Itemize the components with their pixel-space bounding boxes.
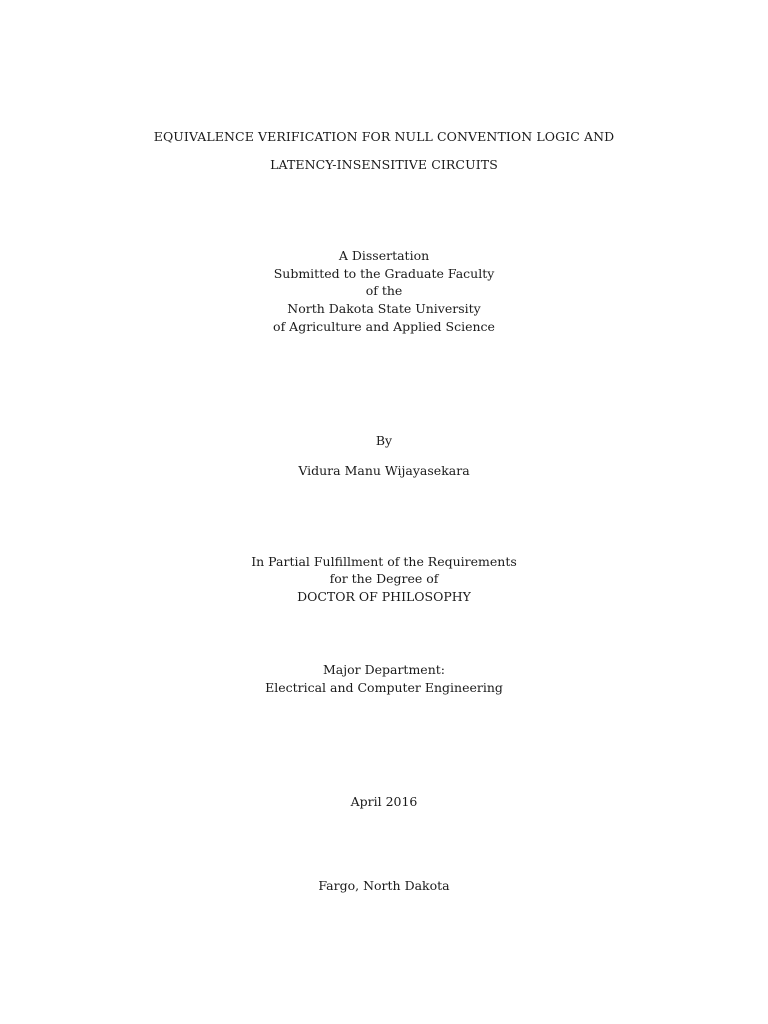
degree-line-1: In Partial Fulfillment of the Requirements [251, 554, 517, 569]
department-name: Electrical and Computer Engineering [265, 680, 503, 695]
submission-date: April 2016 [350, 794, 418, 809]
author-name: Vidura Manu Wijayasekara [298, 463, 470, 478]
title-line-1: EQUIVALENCE VERIFICATION FOR NULL CONVENTION LOGIC AND [153, 129, 615, 144]
submission-line-1: A Dissertation [338, 248, 430, 263]
location: Fargo, North Dakota [318, 878, 450, 893]
submission-line-4: North Dakota State University [287, 301, 481, 316]
submission-line-3: of the [365, 283, 403, 298]
submission-line-2: Submitted to the Graduate Faculty [273, 266, 495, 281]
by-label: By [375, 433, 393, 448]
title-line-2: LATENCY-INSENSITIVE CIRCUITS [270, 157, 498, 172]
submission-line-5: of Agriculture and Applied Science [273, 319, 495, 334]
degree-line-2: for the Degree of [329, 571, 439, 586]
department-label: Major Department: [322, 662, 445, 677]
degree-name: DOCTOR OF PHILOSOPHY [297, 589, 471, 604]
